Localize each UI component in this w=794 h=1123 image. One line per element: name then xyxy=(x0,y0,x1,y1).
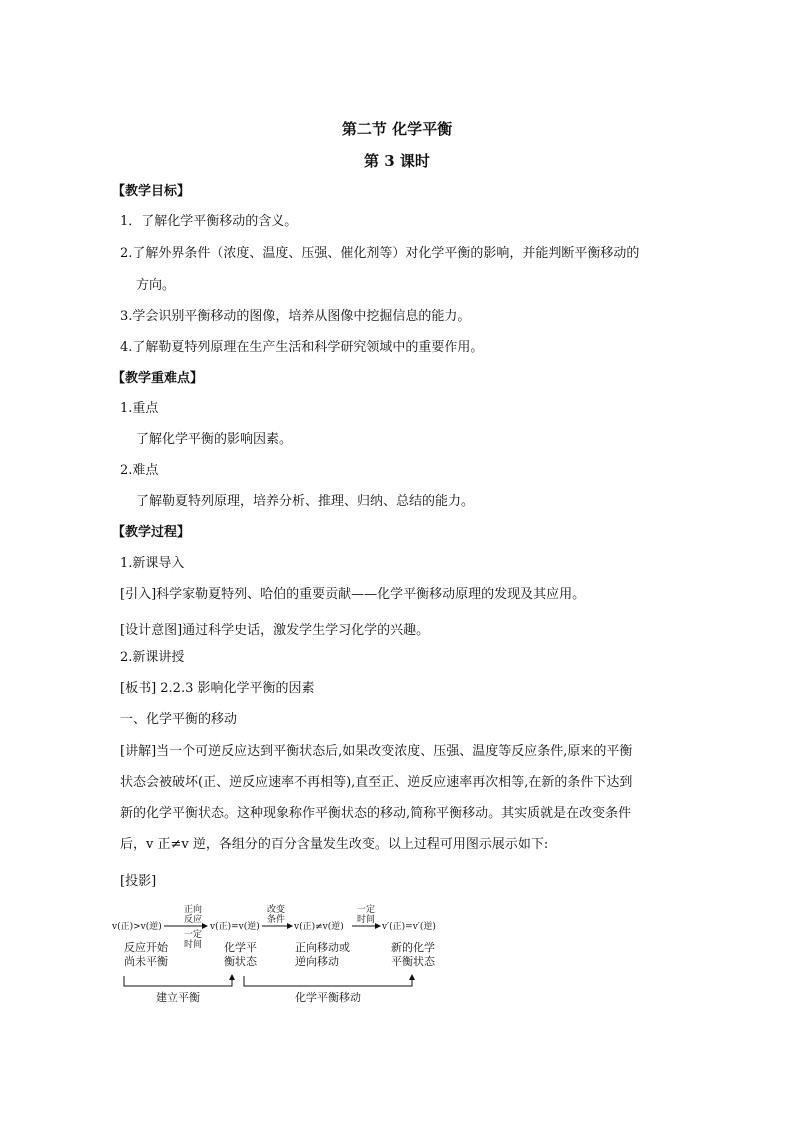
doc-subtitle: 第 3 课时 xyxy=(364,152,430,170)
process-item: [设计意图]通过科学史话，激发学生学习化学的兴趣。 xyxy=(120,623,430,638)
key-item: 1.重点 xyxy=(120,401,159,416)
goal-item: 方向。 xyxy=(136,278,176,293)
label-2: 化学平 xyxy=(224,941,257,954)
process-heading: 【教学过程】 xyxy=(112,525,191,540)
process-item: 1.新课导入 xyxy=(120,556,185,571)
key-item: 2.难点 xyxy=(120,463,159,478)
arrow1-label: 时间 xyxy=(184,940,203,950)
label-1: 尚未平衡 xyxy=(124,955,168,968)
label-2: 衡状态 xyxy=(224,955,257,968)
state-4: v′(正)=v′(逆) xyxy=(382,922,436,932)
label-4: 平衡状态 xyxy=(391,955,435,968)
state-3: v(正)≠v(逆) xyxy=(294,922,344,932)
arrow3-label: 时间 xyxy=(357,915,376,925)
equilibrium-shift-diagram xyxy=(112,900,452,1010)
label-3: 逆向移动 xyxy=(295,955,339,968)
state-2: v(正)=v(逆) xyxy=(210,922,260,932)
goal-item: 1．了解化学平衡移动的含义。 xyxy=(120,214,298,229)
label-4: 新的化学 xyxy=(391,941,435,954)
key-item: 了解勒夏特列原理，培养分析、推理、归纳、总结的能力。 xyxy=(136,494,475,509)
process-item: [讲解]当一个可逆反应达到平衡状态后,如果改变浓度、压强、温度等反应条件,原来的平衡 xyxy=(120,744,633,759)
bracket-label-2: 化学平衡移动 xyxy=(295,991,361,1004)
arrow1-label: 正向 xyxy=(184,905,203,915)
process-item: 后，v 正≠v 逆，各组分的百分含量发生改变。以上过程可用图示展示如下: xyxy=(120,837,549,852)
process-item: 一、化学平衡的移动 xyxy=(120,712,238,727)
bracket-label-1: 建立平衡 xyxy=(156,991,200,1004)
process-item: [投影] xyxy=(120,874,157,889)
bracket-build xyxy=(124,976,232,986)
state-1: v(正)>v(逆) xyxy=(112,922,162,932)
arrow2-label: 条件 xyxy=(267,915,286,925)
goal-item: 2.了解外界条件（浓度、温度、压强、催化剂等）对化学平衡的影响，并能判断平衡移动的 xyxy=(120,246,640,261)
process-item: 2.新课讲授 xyxy=(120,650,185,665)
goal-item: 4.了解勒夏特列原理在生产生活和科学研究领域中的重要作用。 xyxy=(120,340,484,355)
doc-title: 第二节 化学平衡 xyxy=(341,120,453,138)
key-item: 了解化学平衡的影响因素。 xyxy=(136,432,293,447)
bracket-shift xyxy=(244,976,412,986)
process-item: [板书] 2.2.3 影响化学平衡的因素 xyxy=(120,681,315,696)
arrow1-label: 反应 xyxy=(184,915,203,925)
arrow3-label: 一定 xyxy=(357,905,376,915)
label-3: 正向移动或 xyxy=(295,941,350,954)
key-heading: 【教学重难点】 xyxy=(112,371,204,386)
arrow2-label: 改变 xyxy=(267,905,286,915)
goal-item: 3.学会识别平衡移动的图像，培养从图像中挖掘信息的能力。 xyxy=(120,309,471,324)
arrow1-label: 一定 xyxy=(184,930,203,940)
goals-heading: 【教学目标】 xyxy=(112,184,191,199)
process-item: [引入]科学家勒夏特列、哈伯的重要贡献——化学平衡移动原理的发现及其应用。 xyxy=(120,587,586,602)
process-item: 新的化学平衡状态。这种现象称作平衡状态的移动,简称平衡移动。其实质就是在改变条件 xyxy=(120,806,632,821)
label-1: 反应开始 xyxy=(124,941,168,954)
process-item: 状态会被破坏(正、逆反应速率不再相等),直至正、逆反应速率再次相等,在新的条件下达到 xyxy=(120,775,633,790)
